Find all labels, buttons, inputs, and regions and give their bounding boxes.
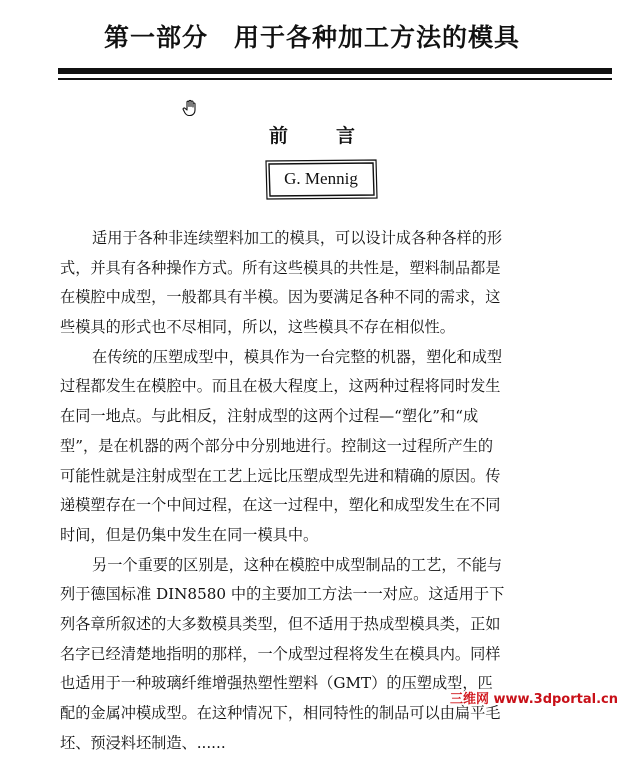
paragraph-line: 适用于各种非连续塑料加工的模具，可以设计成各种各样的形 <box>92 229 503 247</box>
paragraph-line: 在模腔中成型，一般都具有半模。因为要满足各种不同的需求，这 <box>60 288 501 307</box>
paragraph-line: 在传统的压塑成型中，模具作为一台完整的机器，塑化和成型 <box>92 347 503 366</box>
paragraph-line: 另一个重要的区别是，这种在模腔中成型制品的工艺，不能与 <box>92 555 503 574</box>
paragraph-1 <box>60 224 600 343</box>
author-box <box>264 158 378 200</box>
paragraph-line: 可能性就是注射成型在工艺上远比压塑成型先进和精确的原因。传 <box>60 466 501 485</box>
preface-body <box>60 224 600 758</box>
title-rule-thick <box>58 68 612 74</box>
watermark-domain: www.3dportal.cn <box>493 692 618 707</box>
paragraph-line: 过程都发生在模腔中。而且在极大程度上，这两种过程将同时发生 <box>60 377 501 396</box>
paragraph-line: 在同一地点。与此相反，注射成型的这两个过程—“塑化”和“成 <box>60 407 479 426</box>
paragraph-line: 坯、预浸料坯制造、...... <box>60 733 226 752</box>
hand-cursor-icon <box>181 99 199 117</box>
author-name: G. Mennig <box>284 169 358 188</box>
section-heading: 前言 <box>268 125 403 147</box>
page-title: 第一部分 用于各种加工方法的模具 <box>103 23 520 52</box>
site-watermark <box>450 688 618 707</box>
paragraph-line: 些模具的形式也不尽相同，所以，这些模具不存在相似性。 <box>60 318 455 337</box>
paragraph-line: 也适用于一种玻璃纤维增强热塑性塑料（GMT）的压塑成型，匹 <box>60 674 493 693</box>
title-rule-thin <box>58 78 612 80</box>
paragraph-line: 式，并具有各种操作方式。所有这些模具的共性是，塑料制品都是 <box>60 258 501 277</box>
paragraph-line: 递模塑存在一个中间过程，在这一过程中，塑化和成型发生在不同 <box>60 496 501 515</box>
paragraph-line: 列于德国标准 DIN8580 中的主要加工方法一一对应。这适用于下 <box>60 585 505 604</box>
paragraph-line: 列各章所叙述的大多数模具类型，但不适用于热成型模具类，正如 <box>60 614 501 633</box>
paragraph-2 <box>60 343 600 551</box>
watermark-brand: 三维网 <box>449 692 489 707</box>
paragraph-line: 配的金属冲模成型。在这种情况下，相同特性的制品可以由扁平毛 <box>60 704 501 722</box>
paragraph-line: 时间，但是仍集中发生在同一模具中。 <box>60 525 319 544</box>
paragraph-3 <box>60 551 600 758</box>
paragraph-line: 型”，是在机器的两个部分中分别地进行。控制这一过程所产生的 <box>60 436 494 455</box>
paragraph-line: 名字已经清楚地指明的那样，一个成型过程将发生在模具内。同样 <box>60 644 501 663</box>
